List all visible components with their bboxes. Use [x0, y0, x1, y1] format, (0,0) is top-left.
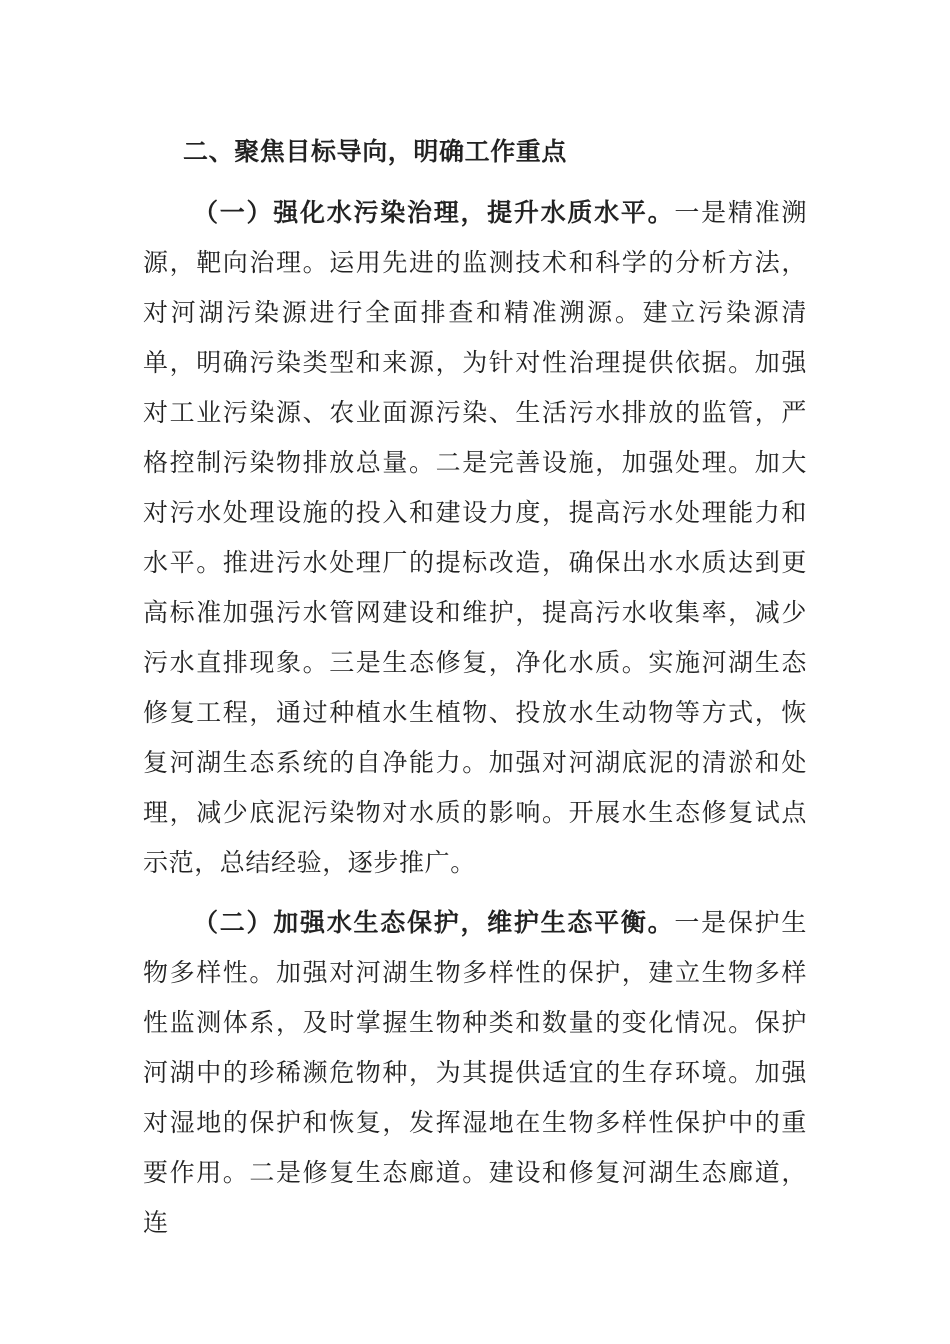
paragraph-water-ecology [143, 898, 807, 1248]
paragraph-lead: （二）加强水生态保护，维护生态平衡。 [193, 908, 675, 937]
paragraph-body: 一是保护生物多样性。加强对河湖生物多样性的保护，建立生物多样性监测体系，及时掌握生物种类和数量的变化情况。保护河湖中的珍稀濒危物种，为其提供适宜的生存环境。加强对湿地的保护和恢复，发挥湿地在生物多样性保护中的重要作用。二是修复生态廊道。建设和修复河湖生态廊道，连 [143, 908, 807, 1237]
document-body [143, 128, 807, 1248]
paragraph-lead: （一）强化水污染治理，提升水质水平。 [193, 198, 675, 227]
paragraph-body: 一是精准溯源，靶向治理。运用先进的监测技术和科学的分析方法，对河湖污染源进行全面排查和精准溯源。建立污染源清单，明确污染类型和来源，为针对性治理提供依据。加强对工业污染源、农业面源污染、生活污水排放的监管，严格控制污染物排放总量。二是完善设施，加强处理。加大对污水处理设施的投入和建设力度，提高污水处理能力和水平。推进污水处理厂的提标改造，确保出水水质达到更高标准加强污水管网建设和维护，提高污水收集率，减少污水直排现象。三是生态修复，净化水质。实施河湖生态修复工程，通过种植水生植物、投放水生动物等方式，恢复河湖生态系统的自净能力。加强对河湖底泥的清淤和处理，减少底泥污染物对水质的影响。开展水生态修复试点示范，总结经验，逐步推广。 [143, 198, 807, 877]
paragraph-water-pollution [143, 188, 807, 888]
section-heading: 二、聚焦目标导向，明确工作重点 [183, 137, 568, 166]
